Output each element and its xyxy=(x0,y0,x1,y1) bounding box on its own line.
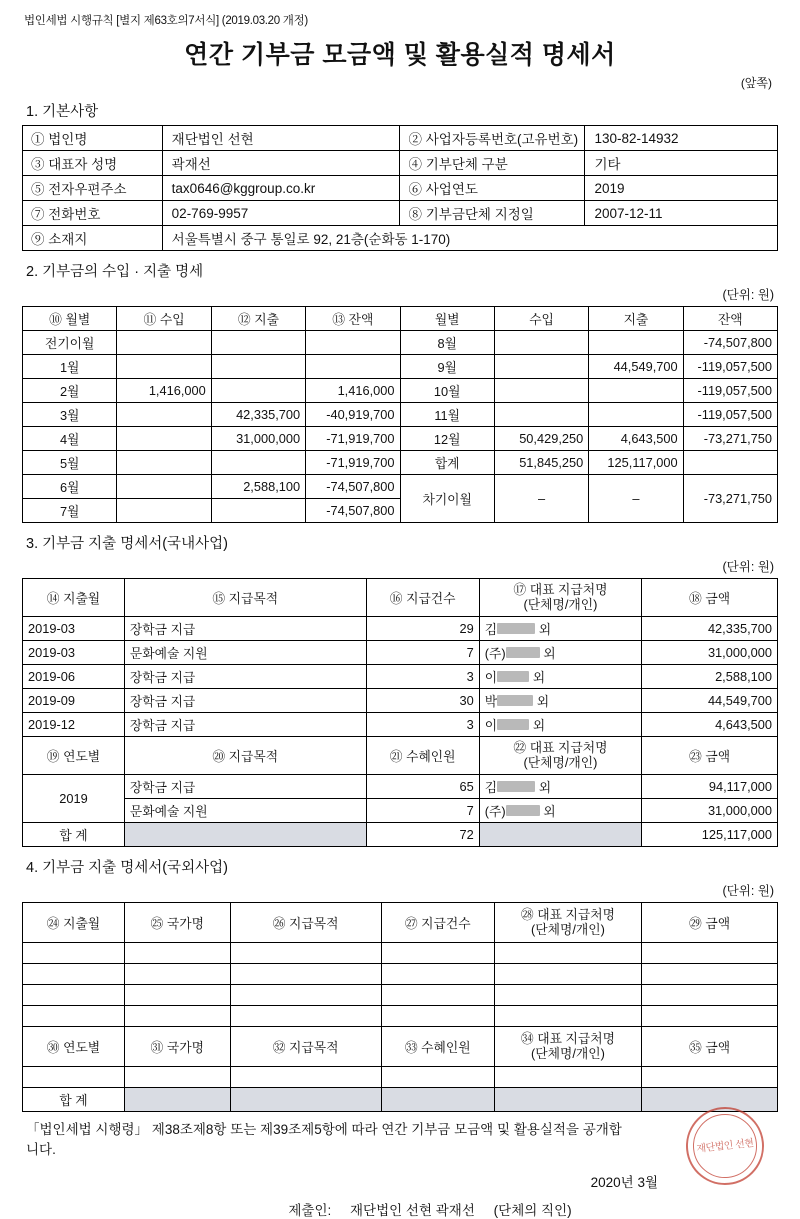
empty-cell xyxy=(642,964,778,985)
section-1-table xyxy=(22,125,778,251)
expense-value: 2,588,100 xyxy=(211,475,305,499)
amount: 4,643,500 xyxy=(642,713,778,737)
table-row xyxy=(23,665,778,689)
field-value: 서울특별시 중구 통일로 92, 21층(순화동 1-170) xyxy=(162,226,777,251)
empty-cell xyxy=(23,1067,125,1088)
table-row xyxy=(23,985,778,1006)
empty-cell xyxy=(23,985,125,1006)
column-header: 월별 xyxy=(400,307,494,331)
field-value: 2019 xyxy=(585,176,778,201)
column-header: ㉝ 수혜인원 xyxy=(381,1027,494,1067)
total-count: 72 xyxy=(366,823,479,847)
beneficiary-count: 65 xyxy=(366,775,479,799)
column-header: ⑬ 잔액 xyxy=(306,307,400,331)
table-row xyxy=(23,1006,778,1027)
total-income: 51,845,250 xyxy=(494,451,588,475)
income-value xyxy=(117,451,211,475)
empty-cell xyxy=(124,1006,230,1027)
payee: 김 외 xyxy=(479,775,641,799)
section-2-table xyxy=(22,306,778,523)
table-row xyxy=(23,451,778,475)
balance-value: 1,416,000 xyxy=(306,379,400,403)
column-header: ⑲ 연도별 xyxy=(23,737,125,775)
payee: 박 외 xyxy=(479,689,641,713)
total-expense: 125,117,000 xyxy=(589,451,683,475)
page-side-note: (앞쪽) xyxy=(740,76,772,90)
expense-value xyxy=(211,379,305,403)
total-label: 합계 xyxy=(400,451,494,475)
balance-value: -71,919,700 xyxy=(306,451,400,475)
expense-value: 42,335,700 xyxy=(211,403,305,427)
amount: 44,549,700 xyxy=(642,689,778,713)
empty-cell xyxy=(230,1067,381,1088)
empty-cell xyxy=(124,985,230,1006)
balance-value: -74,507,800 xyxy=(683,331,777,355)
column-header: ⑪ 수입 xyxy=(117,307,211,331)
expense-value xyxy=(589,331,683,355)
table-row xyxy=(23,331,778,355)
empty-cell xyxy=(494,1006,641,1027)
field-value: 기타 xyxy=(585,151,778,176)
column-header xyxy=(494,1027,641,1067)
table-row xyxy=(23,201,778,226)
year-label: 2019 xyxy=(23,775,125,823)
field-label: ③ 대표자 성명 xyxy=(23,151,163,176)
page-title: 연간 기부금 모금액 및 활용실적 명세서 xyxy=(184,41,616,69)
empty-cell xyxy=(642,1006,778,1027)
empty-cell xyxy=(381,943,494,964)
purpose: 장학금 지급 xyxy=(124,689,366,713)
amount: 42,335,700 xyxy=(642,617,778,641)
expense-month: 2019-09 xyxy=(23,689,125,713)
submission-date: 2020년 3월 xyxy=(590,1175,658,1191)
empty-cell xyxy=(494,964,641,985)
table-row xyxy=(23,379,778,403)
expense-value xyxy=(211,355,305,379)
amount: 2,588,100 xyxy=(642,665,778,689)
field-value: 02-769-9957 xyxy=(162,201,400,226)
carryforward-label: 차기이월 xyxy=(400,475,494,523)
total-blank-cell xyxy=(124,823,366,847)
table-total-row xyxy=(23,1088,778,1112)
carryforward-expense: – xyxy=(589,475,683,523)
field-label: ② 사업자등록번호(고유번호) xyxy=(400,126,585,151)
empty-cell xyxy=(381,985,494,1006)
income-value xyxy=(117,475,211,499)
table-row xyxy=(23,689,778,713)
field-label: ④ 기부단체 구분 xyxy=(400,151,585,176)
purpose: 장학금 지급 xyxy=(124,617,366,641)
column-header xyxy=(479,737,641,775)
empty-cell xyxy=(494,1067,641,1088)
table-header-row xyxy=(23,737,778,775)
total-blank-cell xyxy=(642,1088,778,1112)
empty-cell xyxy=(494,985,641,1006)
payee: (주) 외 xyxy=(479,799,641,823)
empty-cell xyxy=(381,1006,494,1027)
amount: 31,000,000 xyxy=(642,641,778,665)
column-header: ㉑ 수혜인원 xyxy=(366,737,479,775)
month-label: 11월 xyxy=(400,403,494,427)
table-row xyxy=(23,943,778,964)
field-value: 곽재선 xyxy=(162,151,400,176)
month-label: 2월 xyxy=(23,379,117,403)
column-header-sub: (단체명/개인) xyxy=(523,596,598,612)
column-header xyxy=(479,579,641,617)
column-header: ㉛ 국가명 xyxy=(124,1027,230,1067)
table-header-row xyxy=(23,307,778,331)
legal-note-line-2: 니다. xyxy=(26,1141,56,1157)
field-value: 재단법인 선현 xyxy=(162,126,400,151)
table-row xyxy=(23,226,778,251)
month-label: 4월 xyxy=(23,427,117,451)
legal-note-line-1: 「법인세법 시행령」 제38조제8항 또는 제39조제5항에 따라 연간 기부금 모금액 및 활용실적을 공개합 xyxy=(26,1122,622,1137)
column-header: ㉕ 국가명 xyxy=(124,903,230,943)
income-value: 50,429,250 xyxy=(494,427,588,451)
balance-value: -119,057,500 xyxy=(683,403,777,427)
section-2-unit: (단위: 원) xyxy=(722,288,774,302)
column-header: ⑮ 지급목적 xyxy=(124,579,366,617)
table-row xyxy=(23,475,778,499)
column-header-sub: (단체명/개인) xyxy=(523,754,598,770)
balance-value: -40,919,700 xyxy=(306,403,400,427)
empty-cell xyxy=(381,964,494,985)
empty-cell xyxy=(124,1067,230,1088)
column-header: ⑱ 금액 xyxy=(642,579,778,617)
expense-value xyxy=(211,499,305,523)
column-header-sub: (단체명/개인) xyxy=(531,921,605,937)
expense-month: 2019-03 xyxy=(23,641,125,665)
expense-month: 2019-12 xyxy=(23,713,125,737)
month-label: 1월 xyxy=(23,355,117,379)
section-2-heading: 2. 기부금의 수입 · 지출 명세 xyxy=(26,264,204,280)
month-label: 8월 xyxy=(400,331,494,355)
count: 29 xyxy=(366,617,479,641)
balance-value: -73,271,750 xyxy=(683,427,777,451)
section-4-table xyxy=(22,902,778,1112)
empty-cell xyxy=(230,964,381,985)
column-header: 잔액 xyxy=(683,307,777,331)
field-label: ① 법인명 xyxy=(23,126,163,151)
month-label: 5월 xyxy=(23,451,117,475)
month-label: 12월 xyxy=(400,427,494,451)
field-value: 2007-12-11 xyxy=(585,201,778,226)
column-header: ⑯ 지급건수 xyxy=(366,579,479,617)
total-label: 합 계 xyxy=(23,823,125,847)
table-row xyxy=(23,151,778,176)
table-row xyxy=(23,355,778,379)
income-value xyxy=(494,355,588,379)
table-header-row xyxy=(23,579,778,617)
field-label: ⑧ 기부금단체 지정일 xyxy=(400,201,585,226)
total-blank-cell xyxy=(381,1088,494,1112)
empty-cell xyxy=(230,985,381,1006)
column-header-main: ⑰ 대표 지급처명 xyxy=(513,581,608,597)
balance-value: -74,507,800 xyxy=(306,475,400,499)
balance-value xyxy=(306,331,400,355)
table-row xyxy=(23,126,778,151)
count: 3 xyxy=(366,713,479,737)
table-row xyxy=(23,176,778,201)
table-row xyxy=(23,1067,778,1088)
amount: 31,000,000 xyxy=(642,799,778,823)
column-header: ㉙ 금액 xyxy=(642,903,778,943)
income-value xyxy=(117,355,211,379)
expense-value xyxy=(589,379,683,403)
column-header: ⑫ 지출 xyxy=(211,307,305,331)
income-value xyxy=(494,379,588,403)
table-row xyxy=(23,617,778,641)
month-label: 6월 xyxy=(23,475,117,499)
column-header: ㉓ 금액 xyxy=(642,737,778,775)
empty-cell xyxy=(642,985,778,1006)
empty-cell xyxy=(642,943,778,964)
count: 3 xyxy=(366,665,479,689)
balance-value: -119,057,500 xyxy=(683,355,777,379)
column-header: ㉟ 금액 xyxy=(642,1027,778,1067)
field-value: 130-82-14932 xyxy=(585,126,778,151)
balance-value: -119,057,500 xyxy=(683,379,777,403)
empty-cell xyxy=(23,943,125,964)
total-blank-cell xyxy=(230,1088,381,1112)
column-header xyxy=(494,903,641,943)
empty-cell xyxy=(494,943,641,964)
income-value xyxy=(117,403,211,427)
column-header: ㉗ 지급건수 xyxy=(381,903,494,943)
section-4-unit: (단위: 원) xyxy=(722,884,774,898)
legal-note xyxy=(22,1120,778,1159)
column-header: ㉜ 지급목적 xyxy=(230,1027,381,1067)
beneficiary-count: 7 xyxy=(366,799,479,823)
column-header: ㉔ 지출월 xyxy=(23,903,125,943)
income-value xyxy=(117,499,211,523)
column-header-main: ㉞ 대표 지급처명 xyxy=(520,1030,616,1046)
seal-text: 재단법인 선현 xyxy=(690,1111,760,1181)
count: 30 xyxy=(366,689,479,713)
empty-cell xyxy=(23,964,125,985)
section-4-heading: 4. 기부금 지출 명세서(국외사업) xyxy=(26,860,228,876)
table-row xyxy=(23,641,778,665)
payee: 이 외 xyxy=(479,713,641,737)
balance-value: -71,919,700 xyxy=(306,427,400,451)
empty-cell xyxy=(23,1006,125,1027)
section-3-unit: (단위: 원) xyxy=(722,560,774,574)
table-header-row xyxy=(23,1027,778,1067)
column-header: ⑭ 지출월 xyxy=(23,579,125,617)
empty-cell xyxy=(230,943,381,964)
carryforward-balance: -73,271,750 xyxy=(683,475,777,523)
empty-cell xyxy=(230,1006,381,1027)
submitter-line xyxy=(22,1199,778,1219)
column-header-sub: (단체명/개인) xyxy=(531,1045,605,1061)
purpose: 문화예술 지원 xyxy=(124,799,366,823)
expense-value: 31,000,000 xyxy=(211,427,305,451)
submitter-name: 재단법인 선현 곽재선 xyxy=(350,1203,475,1219)
income-value xyxy=(494,403,588,427)
income-value xyxy=(494,331,588,355)
balance-value xyxy=(306,355,400,379)
table-header-row xyxy=(23,903,778,943)
expense-value: 44,549,700 xyxy=(589,355,683,379)
table-row xyxy=(23,427,778,451)
empty-cell xyxy=(124,943,230,964)
column-header-main: ㉘ 대표 지급처명 xyxy=(520,906,616,922)
expense-value xyxy=(211,331,305,355)
section-1-heading: 1. 기본사항 xyxy=(26,104,99,120)
table-row xyxy=(23,403,778,427)
section-3-heading: 3. 기부금 지출 명세서(국내사업) xyxy=(26,536,228,552)
carryforward-income: – xyxy=(494,475,588,523)
month-label: 전기이월 xyxy=(23,331,117,355)
purpose: 장학금 지급 xyxy=(124,713,366,737)
expense-month: 2019-06 xyxy=(23,665,125,689)
column-header: ⑩ 월별 xyxy=(23,307,117,331)
form-code: 법인세법 시행규칙 [별지 제63호의7서식] (2019.03.20 개정) xyxy=(24,15,308,27)
income-value xyxy=(117,331,211,355)
balance-value: -74,507,800 xyxy=(306,499,400,523)
month-label: 9월 xyxy=(400,355,494,379)
field-label: ⑤ 전자우편주소 xyxy=(23,176,163,201)
submitter-label: 제출인: xyxy=(288,1203,332,1219)
payee: 이 외 xyxy=(479,665,641,689)
expense-value xyxy=(211,451,305,475)
table-row xyxy=(23,713,778,737)
table-row xyxy=(23,799,778,823)
income-value: 1,416,000 xyxy=(117,379,211,403)
table-total-row xyxy=(23,823,778,847)
table-row xyxy=(23,775,778,799)
empty-cell xyxy=(124,964,230,985)
payee: 김 외 xyxy=(479,617,641,641)
purpose: 문화예술 지원 xyxy=(124,641,366,665)
field-label: ⑨ 소재지 xyxy=(23,226,163,251)
total-blank-cell xyxy=(494,1088,641,1112)
amount: 94,117,000 xyxy=(642,775,778,799)
empty-cell xyxy=(642,1067,778,1088)
field-value: tax0646@kggroup.co.kr xyxy=(162,176,400,201)
total-label: 합 계 xyxy=(23,1088,125,1112)
purpose: 장학금 지급 xyxy=(124,775,366,799)
table-row xyxy=(23,964,778,985)
empty-cell xyxy=(381,1067,494,1088)
month-label: 3월 xyxy=(23,403,117,427)
column-header-main: ㉒ 대표 지급처명 xyxy=(513,739,608,755)
income-value xyxy=(117,427,211,451)
expense-month: 2019-03 xyxy=(23,617,125,641)
month-label: 10월 xyxy=(400,379,494,403)
column-header: 지출 xyxy=(589,307,683,331)
expense-value xyxy=(589,403,683,427)
column-header: ⑳ 지급목적 xyxy=(124,737,366,775)
field-label: ⑥ 사업연도 xyxy=(400,176,585,201)
seal-note: (단체의 직인) xyxy=(493,1203,572,1219)
total-blank-cell xyxy=(479,823,641,847)
total-blank-cell xyxy=(124,1088,230,1112)
purpose: 장학금 지급 xyxy=(124,665,366,689)
section-3-table xyxy=(22,578,778,847)
month-label: 7월 xyxy=(23,499,117,523)
count: 7 xyxy=(366,641,479,665)
column-header: ㉖ 지급목적 xyxy=(230,903,381,943)
column-header: ㉚ 연도별 xyxy=(23,1027,125,1067)
field-label: ⑦ 전화번호 xyxy=(23,201,163,226)
payee: (주) 외 xyxy=(479,641,641,665)
total-amount: 125,117,000 xyxy=(642,823,778,847)
total-balance xyxy=(683,451,777,475)
column-header: 수입 xyxy=(494,307,588,331)
expense-value: 4,643,500 xyxy=(589,427,683,451)
